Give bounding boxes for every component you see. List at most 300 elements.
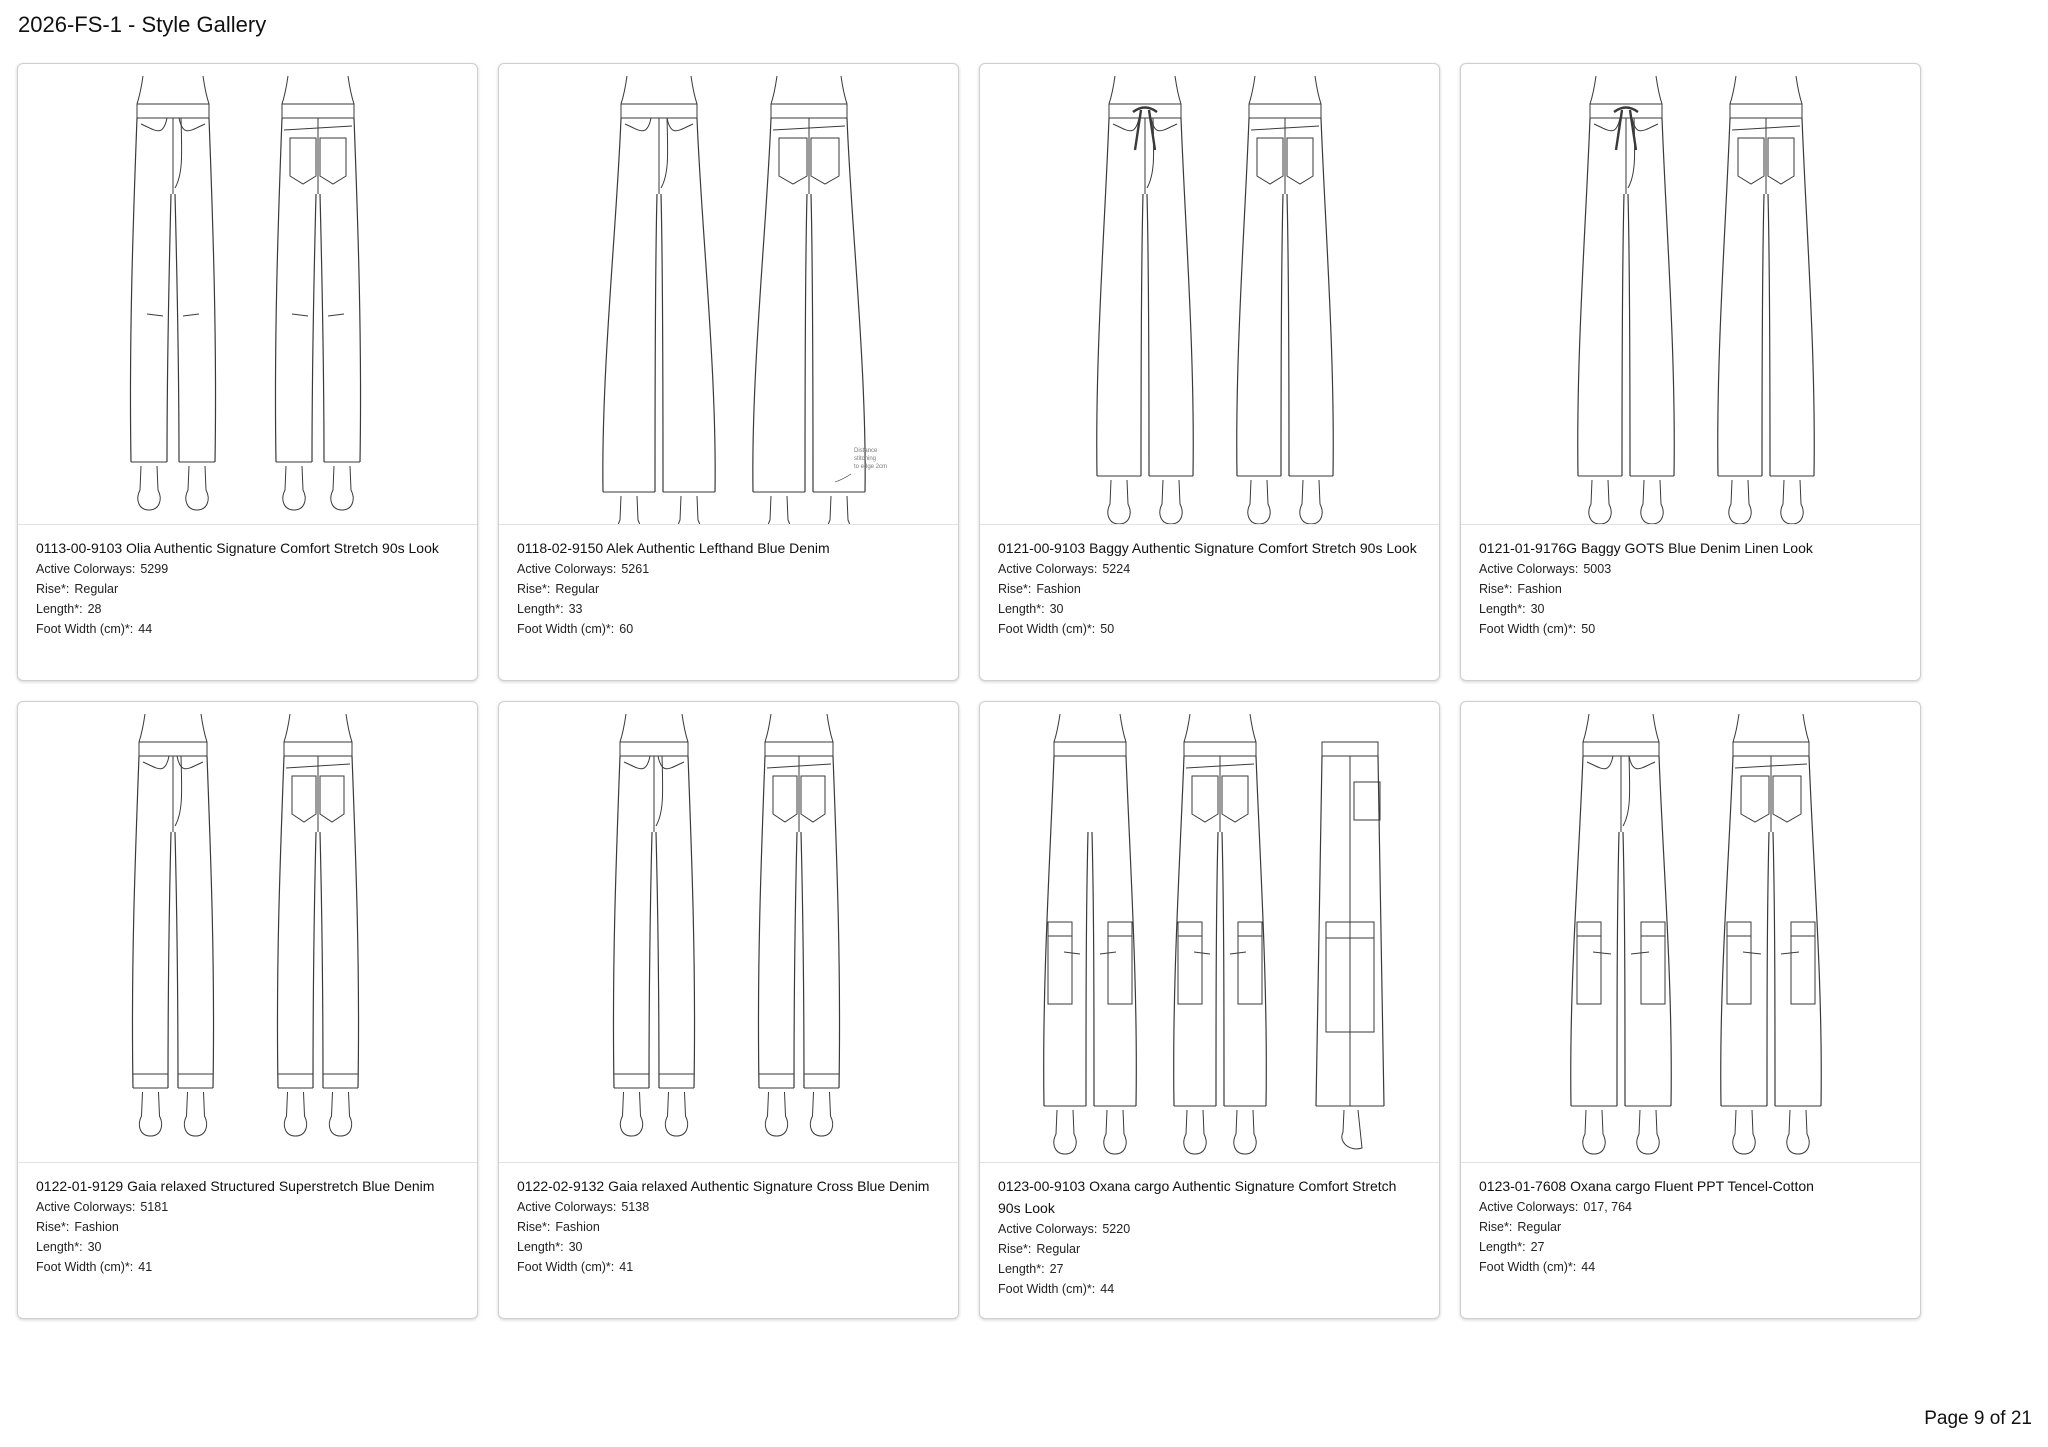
foot-width-value: 60: [619, 622, 634, 636]
leg-inseam: [167, 194, 171, 462]
colorways-label: Active Colorways:: [36, 562, 136, 576]
sketch-canvas: [980, 64, 1440, 524]
foot-outline: [284, 1092, 306, 1136]
rise-label: Rise*:: [36, 1220, 70, 1234]
style-info: [980, 525, 1439, 639]
leg-inseam: [1617, 832, 1619, 1106]
back-view-garment: [758, 714, 839, 1136]
front-pocket: [179, 118, 205, 131]
body-outline: [1315, 76, 1321, 104]
leg-inseam: [320, 832, 323, 1088]
style-title: 0122-02-9132 Gaia relaxed Authentic Signature Cross Blue Denim: [517, 1178, 930, 1194]
rise-label: Rise*:: [998, 1242, 1032, 1256]
back-pocket: [1738, 138, 1764, 184]
leg-inseam: [1773, 832, 1775, 1106]
colorways-value: 017, 764: [1583, 1200, 1633, 1214]
style-title: 0123-01-7608 Oxana cargo Fluent PPT Tencel-Cotton: [1479, 1178, 1814, 1194]
body-outline: [1249, 76, 1255, 104]
back-pocket: [779, 138, 807, 184]
style-title: 0123-00-9103 Oxana cargo Authentic Signature Comfort Stretch 90s Look: [998, 1178, 1397, 1216]
colorways-value: 5181: [140, 1200, 169, 1214]
leg-inseam: [801, 832, 804, 1088]
rise-row: [1479, 1217, 1902, 1237]
back-view-garment: [1718, 76, 1815, 524]
knee-seam: [147, 314, 199, 316]
back-view-garment: [1237, 76, 1334, 524]
garment-sketch: [1461, 64, 1920, 525]
fly-stitch: [175, 118, 182, 188]
front-pocket: [624, 756, 650, 769]
colorways-label: Active Colorways:: [998, 1222, 1098, 1236]
style-card[interactable]: [17, 701, 478, 1319]
front-pocket: [1632, 118, 1658, 131]
body-outline: [348, 76, 354, 104]
body-outline: [282, 76, 288, 104]
colorways-label: Active Colorways:: [1479, 1200, 1579, 1214]
back-pocket: [1768, 138, 1794, 184]
body-outline: [1583, 714, 1589, 742]
cargo-pocket: [1727, 922, 1751, 1004]
back-pocket: [1222, 776, 1248, 822]
leg-inseam: [175, 194, 179, 462]
colorways-label: Active Colorways:: [998, 562, 1098, 576]
leg-outseam: [603, 118, 621, 492]
back-pocket: [1257, 138, 1283, 184]
foot-outline: [1184, 1110, 1206, 1154]
leg-outseam: [1578, 118, 1590, 476]
foot-outline: [139, 1092, 161, 1136]
foot-outline: [138, 466, 160, 510]
length-label: Length*:: [1479, 1240, 1526, 1254]
length-row: [998, 1259, 1421, 1279]
rise-label: Rise*:: [517, 582, 551, 596]
back-view-garment: [753, 76, 865, 524]
sketch-canvas: [1461, 64, 1921, 524]
length-value: 27: [1530, 1240, 1545, 1254]
foot-outline: [184, 1092, 206, 1136]
construction-note: to edge 2cm: [854, 464, 888, 470]
leg-outseam: [130, 118, 137, 462]
back-pocket: [1773, 776, 1801, 822]
page-number: Page 9 of 21: [1924, 1408, 2032, 1429]
back-pocket: [1192, 776, 1218, 822]
foot-width-label: Foot Width (cm)*:: [517, 1260, 615, 1274]
length-value: 30: [1049, 602, 1064, 616]
back-view-garment: [1721, 714, 1822, 1154]
sketch-canvas: [499, 702, 959, 1162]
colorways-row: [998, 559, 1421, 579]
leg-inseam: [1141, 194, 1143, 476]
body-outline: [1175, 76, 1181, 104]
style-card[interactable]: [979, 701, 1440, 1319]
waistband: [1109, 104, 1181, 118]
leg-outseam: [132, 756, 139, 1088]
garment-sketch: [980, 702, 1439, 1163]
sketch-canvas: [18, 64, 478, 524]
foot-outline: [1589, 480, 1611, 524]
garment-sketch: [18, 702, 477, 1163]
foot-width-label: Foot Width (cm)*:: [36, 1260, 134, 1274]
body-outline: [1250, 714, 1256, 742]
foot-width-row: [36, 619, 459, 639]
length-label: Length*:: [1479, 602, 1526, 616]
style-info: [499, 525, 958, 639]
foot-width-value: 41: [138, 1260, 153, 1274]
leg-inseam: [1216, 832, 1218, 1106]
body-outline: [827, 714, 833, 742]
rise-row: [517, 1217, 940, 1237]
leg-inseam: [1281, 194, 1283, 476]
leg-outseam: [1174, 756, 1184, 1106]
body-outline: [137, 76, 143, 104]
leg-inseam: [312, 194, 316, 462]
foot-outline: [1300, 480, 1322, 524]
body-outline: [203, 76, 209, 104]
foot-width-value: 44: [138, 622, 153, 636]
style-card[interactable]: [17, 63, 478, 681]
leg-outseam: [207, 756, 214, 1088]
style-info: [18, 525, 477, 639]
foot-width-label: Foot Width (cm)*:: [1479, 622, 1577, 636]
body-outline: [1656, 76, 1662, 104]
leg-outseam: [1662, 118, 1674, 476]
length-row: [998, 599, 1421, 619]
colorways-label: Active Colorways:: [517, 562, 617, 576]
front-view-garment: [603, 76, 715, 524]
page-title: 2026-FS-1 - Style Gallery: [18, 12, 267, 37]
length-row: [517, 1237, 940, 1257]
cargo-pocket: [1108, 922, 1132, 1004]
back-pocket: [1354, 782, 1380, 820]
rise-row: [1479, 579, 1902, 599]
note-pointer: [835, 474, 851, 482]
waistband: [1730, 104, 1802, 118]
body-outline: [1590, 76, 1596, 104]
waistband: [1733, 742, 1809, 756]
leg-inseam: [656, 832, 659, 1088]
foot-outline: [828, 496, 850, 524]
length-value: 27: [1049, 1262, 1064, 1276]
body-outline: [1733, 714, 1739, 742]
foot-outline: [810, 1092, 832, 1136]
garment-sketch: [980, 64, 1439, 525]
leg-inseam: [1086, 832, 1088, 1106]
length-label: Length*:: [517, 602, 564, 616]
rise-value: Regular: [555, 582, 600, 596]
leg-outseam: [688, 756, 695, 1088]
body-outline: [346, 714, 352, 742]
foot-width-label: Foot Width (cm)*:: [1479, 1260, 1577, 1274]
colorways-row: [1479, 559, 1902, 579]
body-outline: [284, 714, 290, 742]
body-outline: [691, 76, 697, 104]
back-view-garment: [275, 76, 360, 510]
foot-outline: [678, 496, 700, 524]
cargo-pocket: [1791, 922, 1815, 1004]
sketch-canvas: [980, 702, 1440, 1162]
length-row: [1479, 1237, 1902, 1257]
garment-sketch: [18, 64, 477, 525]
body-outline: [620, 714, 626, 742]
rise-label: Rise*:: [998, 582, 1032, 596]
front-pocket: [143, 756, 169, 769]
back-pocket: [773, 776, 797, 822]
leg-outseam: [1126, 756, 1136, 1106]
leg-outseam: [1802, 118, 1814, 476]
length-label: Length*:: [36, 602, 83, 616]
length-label: Length*:: [517, 1240, 564, 1254]
leg-inseam: [1222, 832, 1224, 1106]
rise-value: Regular: [1517, 1220, 1562, 1234]
rise-value: Regular: [1036, 1242, 1081, 1256]
length-row: [36, 599, 459, 619]
back-pocket: [1741, 776, 1769, 822]
back-pocket: [290, 138, 316, 184]
rise-value: Fashion: [555, 1220, 600, 1234]
leg-inseam: [811, 194, 813, 492]
waistband: [620, 742, 688, 756]
rise-value: Regular: [74, 582, 119, 596]
cargo-pocket: [1577, 922, 1601, 1004]
leg-inseam: [1768, 194, 1770, 476]
foot-outline: [768, 496, 790, 524]
foot-width-row: [998, 619, 1421, 639]
foot-outline: [1342, 1110, 1362, 1149]
leg-outseam: [1321, 118, 1333, 476]
front-pocket: [1629, 756, 1655, 769]
knee-seam: [292, 314, 344, 316]
length-row: [517, 599, 940, 619]
colorways-value: 5261: [621, 562, 650, 576]
style-title: 0113-00-9103 Olia Authentic Signature Comfort Stretch 90s Look: [36, 540, 439, 556]
rise-row: [517, 579, 940, 599]
leg-outseam: [847, 118, 865, 492]
foot-width-label: Foot Width (cm)*:: [998, 622, 1096, 636]
leg-outseam: [1181, 118, 1193, 476]
leg-outseam: [209, 118, 216, 462]
style-grid: [17, 63, 1921, 1319]
length-label: Length*:: [998, 602, 1045, 616]
fly-stitch: [1623, 756, 1630, 826]
waistband: [137, 104, 209, 118]
foot-outline: [618, 496, 640, 524]
waistband: [1590, 104, 1662, 118]
fly-stitch: [661, 118, 668, 188]
colorways-row: [517, 559, 940, 579]
rise-value: Fashion: [1036, 582, 1081, 596]
body-outline: [139, 714, 145, 742]
leg-outseam: [1718, 118, 1730, 476]
leg-inseam: [313, 832, 316, 1088]
colorways-label: Active Colorways:: [1479, 562, 1579, 576]
foot-outline: [765, 1092, 787, 1136]
colorways-row: [998, 1219, 1421, 1239]
body-outline: [1796, 76, 1802, 104]
front-pocket: [667, 118, 693, 131]
colorways-row: [36, 1197, 459, 1217]
waistband: [771, 104, 847, 118]
front-pocket: [1113, 118, 1139, 131]
front-pocket: [141, 118, 167, 131]
colorways-label: Active Colorways:: [36, 1200, 136, 1214]
construction-note: Distance: [854, 448, 878, 454]
front-view-garment: [1571, 714, 1672, 1154]
style-info: [1461, 1163, 1920, 1277]
body-outline: [201, 714, 207, 742]
side-view-garment: [1044, 714, 1137, 1154]
foot-outline: [1787, 1110, 1809, 1154]
foot-width-row: [517, 619, 940, 639]
foot-width-label: Foot Width (cm)*:: [36, 622, 134, 636]
body-outline: [841, 76, 847, 104]
waistband: [1249, 104, 1321, 118]
foot-width-row: [36, 1257, 459, 1277]
foot-width-value: 41: [619, 1260, 634, 1274]
rise-label: Rise*:: [36, 582, 70, 596]
waistband: [1583, 742, 1659, 756]
foot-outline: [1729, 480, 1751, 524]
length-value: 28: [87, 602, 102, 616]
body-outline: [1653, 714, 1659, 742]
body-outline: [771, 76, 777, 104]
back-pocket: [1287, 138, 1313, 184]
leg-outseam: [697, 118, 715, 492]
style-info: [980, 1163, 1439, 1299]
leg-outseam: [753, 118, 771, 492]
length-value: 30: [87, 1240, 102, 1254]
side-view-garment: [1316, 742, 1384, 1149]
foot-width-label: Foot Width (cm)*:: [998, 1282, 1096, 1296]
foot-outline: [1637, 1110, 1659, 1154]
leg-inseam: [175, 832, 178, 1088]
body-outline: [1803, 714, 1809, 742]
back-pocket: [320, 138, 346, 184]
front-view-garment: [130, 76, 215, 510]
back-pocket: [320, 776, 344, 822]
front-pocket: [1594, 118, 1620, 131]
length-label: Length*:: [36, 1240, 83, 1254]
length-row: [1479, 599, 1902, 619]
leg-outline: [1316, 756, 1322, 1106]
front-pocket: [625, 118, 651, 131]
leg-inseam: [1287, 194, 1289, 476]
foot-outline: [331, 466, 353, 510]
garment-sketch: [1461, 702, 1920, 1163]
body-outline: [1184, 714, 1190, 742]
length-value: 30: [568, 1240, 583, 1254]
length-row: [36, 1237, 459, 1257]
style-title: 0121-00-9103 Baggy Authentic Signature Comfort Stretch 90s Look: [998, 540, 1417, 556]
body-outline: [1730, 76, 1736, 104]
style-info: [499, 1163, 958, 1277]
foot-outline: [620, 1092, 642, 1136]
style-info: [18, 1163, 477, 1277]
waistband: [1184, 742, 1256, 756]
style-card[interactable]: [498, 701, 959, 1319]
waistband: [282, 104, 354, 118]
cargo-pocket: [1048, 922, 1072, 1004]
leg-inseam: [1623, 832, 1625, 1106]
colorways-value: 5299: [140, 562, 169, 576]
leg-outseam: [354, 118, 361, 462]
rise-value: Fashion: [1517, 582, 1562, 596]
length-value: 33: [568, 602, 583, 616]
body-outline: [1109, 76, 1115, 104]
colorways-row: [517, 1197, 940, 1217]
style-card[interactable]: [979, 63, 1440, 681]
style-info: [1461, 525, 1920, 639]
front-view-garment: [132, 714, 213, 1136]
waistband: [1054, 742, 1126, 756]
leg-outseam: [275, 118, 282, 462]
foot-width-row: [517, 1257, 940, 1277]
foot-width-row: [1479, 619, 1902, 639]
construction-note: stitching: [854, 456, 877, 462]
leg-inseam: [1147, 194, 1149, 476]
waistband: [765, 742, 833, 756]
leg-outseam: [277, 756, 284, 1088]
leg-inseam: [1622, 194, 1624, 476]
style-title: 0118-02-9150 Alek Authentic Lefthand Blue Denim: [517, 540, 830, 556]
foot-width-value: 50: [1100, 622, 1115, 636]
colorways-row: [1479, 1197, 1902, 1217]
foot-outline: [1248, 480, 1270, 524]
foot-outline: [1781, 480, 1803, 524]
foot-outline: [1733, 1110, 1755, 1154]
style-card[interactable]: [498, 63, 959, 681]
leg-outseam: [833, 756, 840, 1088]
cargo-pocket: [1641, 922, 1665, 1004]
foot-width-value: 44: [1581, 1260, 1596, 1274]
length-value: 30: [1530, 602, 1545, 616]
leg-inseam: [168, 832, 171, 1088]
back-pocket: [811, 138, 839, 184]
foot-width-row: [998, 1279, 1421, 1299]
leg-inseam: [805, 194, 807, 492]
rise-label: Rise*:: [517, 1220, 551, 1234]
body-outline: [621, 76, 627, 104]
leg-inseam: [661, 194, 663, 492]
body-outline: [1120, 714, 1126, 742]
front-view-garment: [613, 714, 694, 1136]
body-outline: [682, 714, 688, 742]
foot-outline: [1104, 1110, 1126, 1154]
front-pocket: [1151, 118, 1177, 131]
leg-inseam: [1092, 832, 1094, 1106]
colorways-row: [36, 559, 459, 579]
colorways-value: 5003: [1583, 562, 1612, 576]
back-view-garment: [1174, 714, 1267, 1154]
cargo-pocket: [1178, 922, 1202, 1004]
waistband: [139, 742, 207, 756]
leg-outseam: [1256, 756, 1266, 1106]
leg-outseam: [1237, 118, 1249, 476]
rise-row: [36, 579, 459, 599]
foot-outline: [1641, 480, 1663, 524]
back-pocket: [801, 776, 825, 822]
front-pocket: [1587, 756, 1613, 769]
colorways-value: 5224: [1102, 562, 1131, 576]
sketch-canvas: [499, 64, 959, 524]
front-view-garment: [1097, 76, 1194, 524]
style-title: 0122-01-9129 Gaia relaxed Structured Superstretch Blue Denim: [36, 1178, 435, 1194]
leg-outseam: [758, 756, 765, 1088]
length-label: Length*:: [998, 1262, 1045, 1276]
foot-width-value: 50: [1581, 622, 1596, 636]
style-card[interactable]: [1460, 63, 1921, 681]
style-card[interactable]: [1460, 701, 1921, 1319]
foot-width-label: Foot Width (cm)*:: [517, 622, 615, 636]
